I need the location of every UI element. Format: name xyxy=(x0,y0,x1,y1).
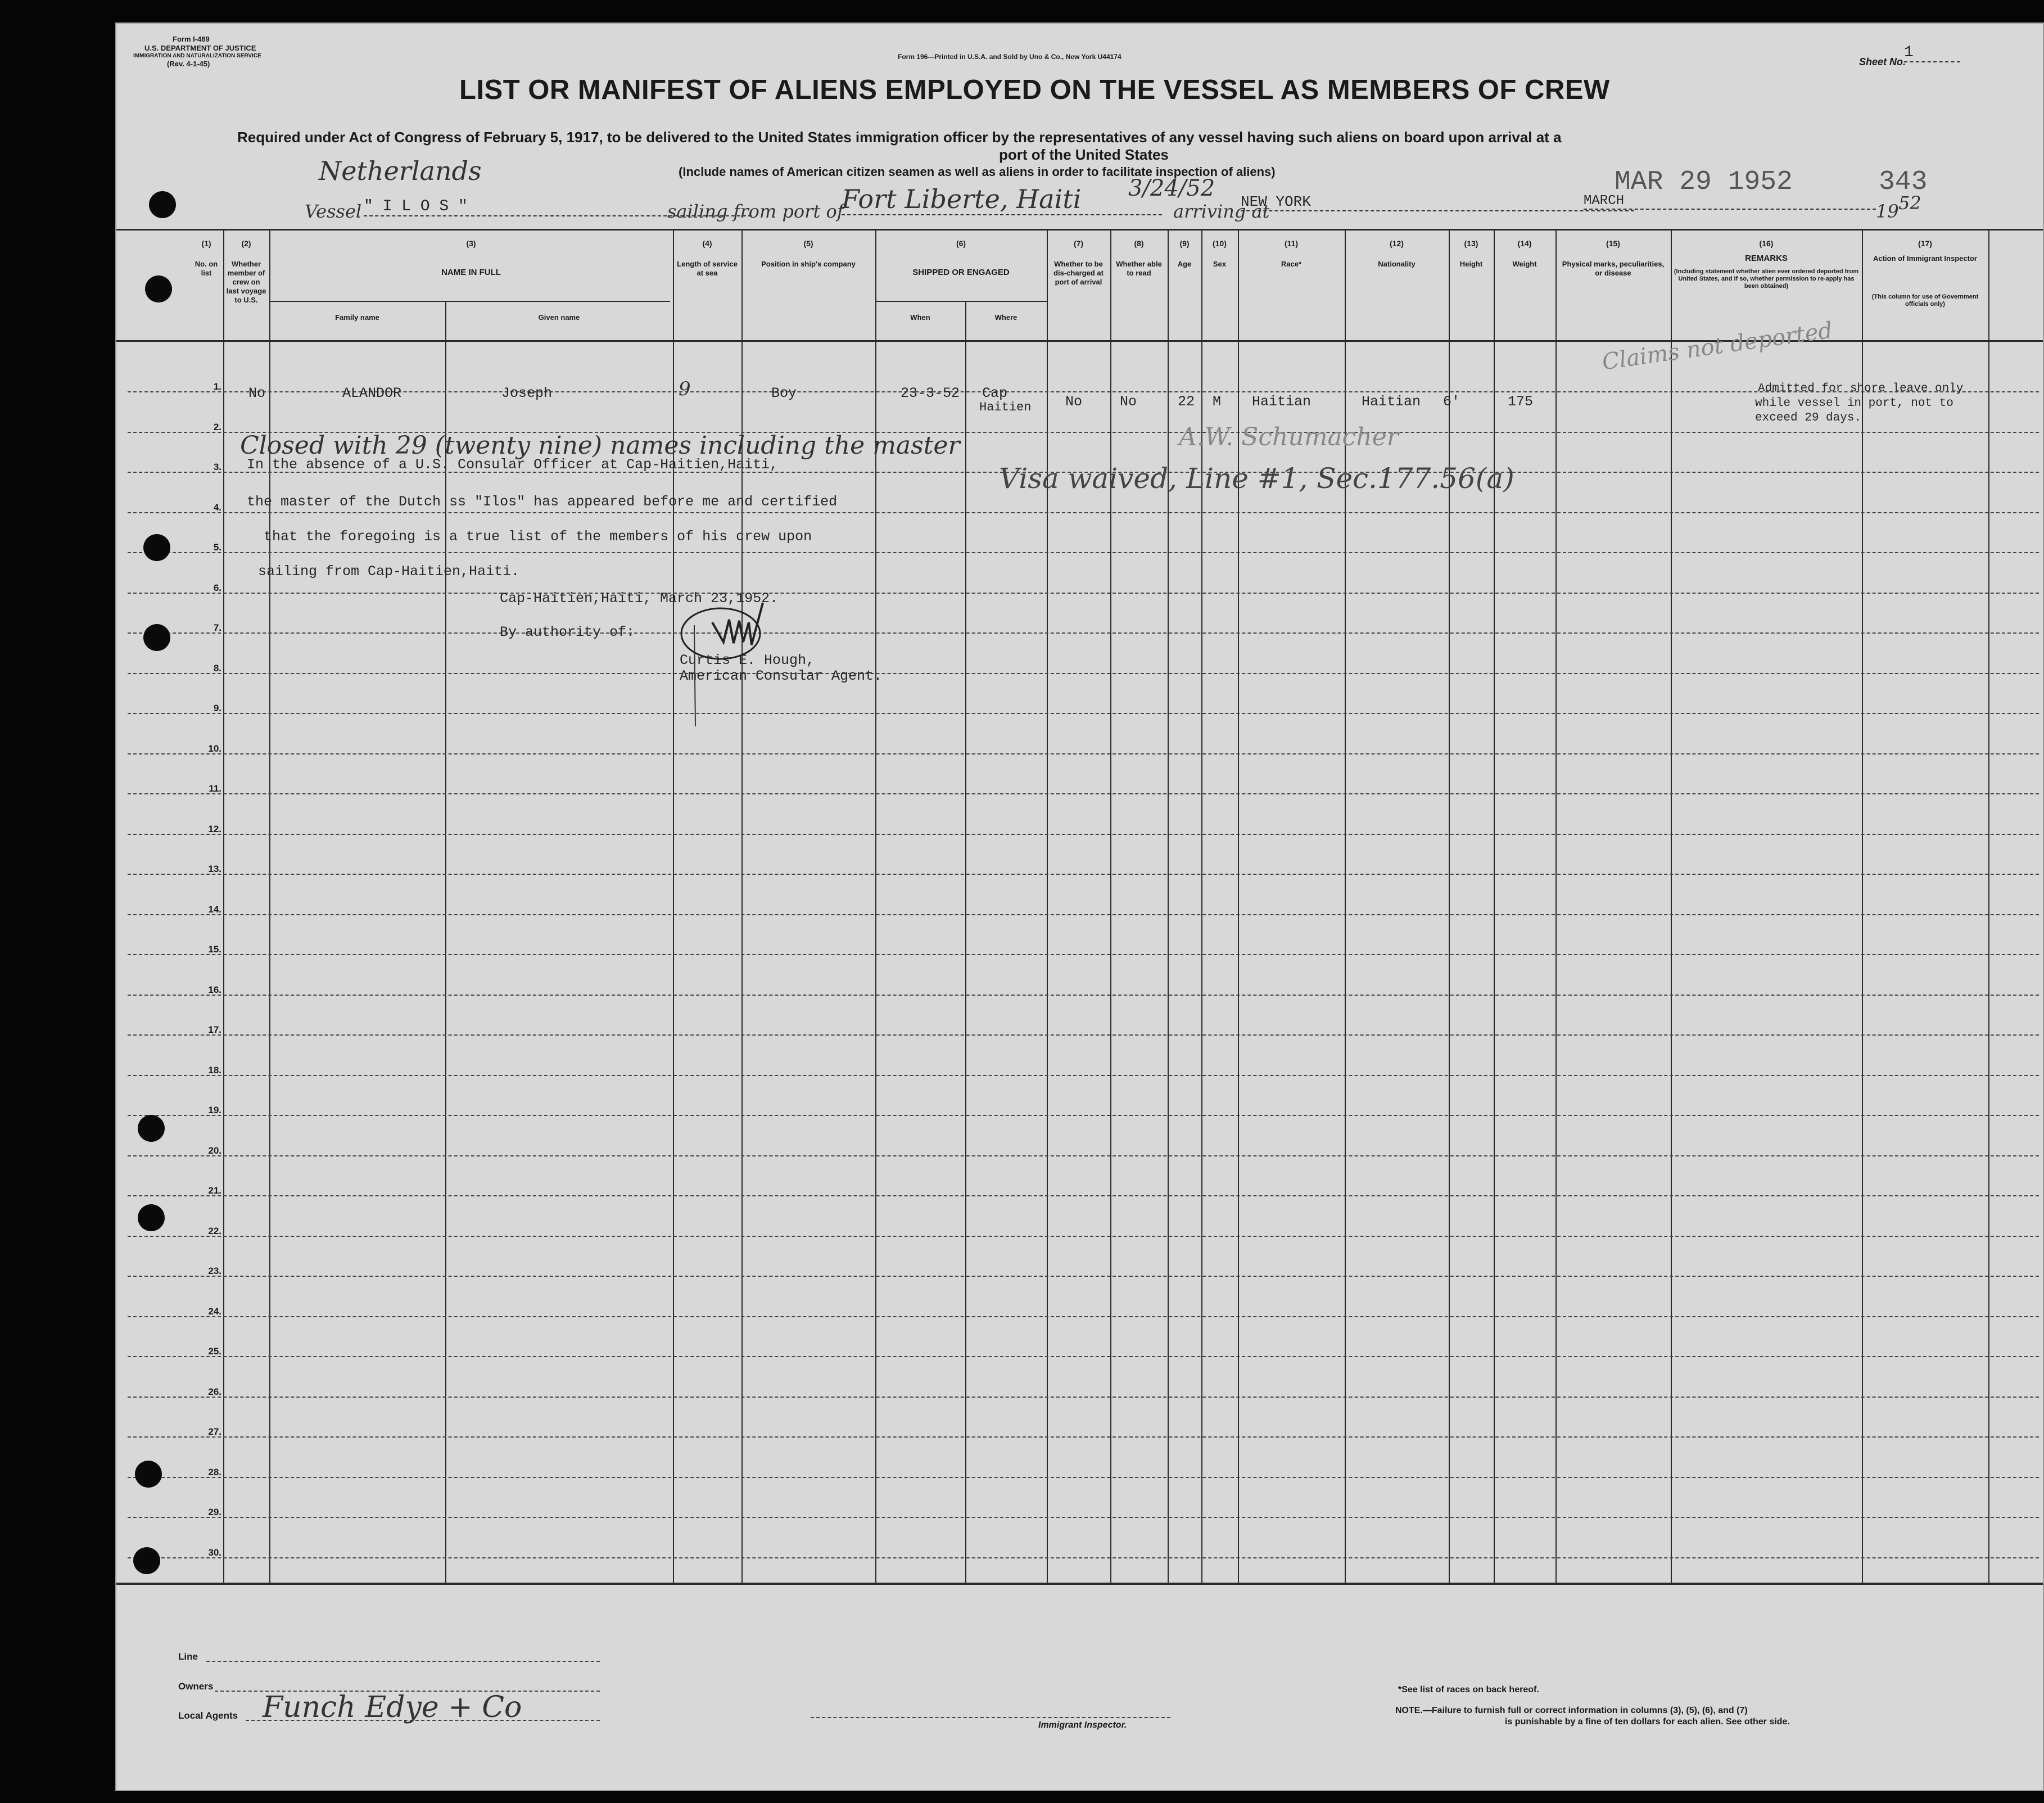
row-rule xyxy=(128,1356,2039,1357)
sheet-label: Sheet No. xyxy=(1859,56,1906,67)
row-number: 3. xyxy=(213,462,221,472)
column-header: NAME IN FULL xyxy=(441,268,501,277)
row-number: 16. xyxy=(208,984,221,995)
line-label: Line xyxy=(178,1651,198,1662)
row-rule xyxy=(128,995,2039,996)
row-rule xyxy=(128,632,2039,634)
row-rule xyxy=(128,874,2039,875)
where-header: Where xyxy=(994,313,1018,322)
row-number: 7. xyxy=(213,622,221,633)
local-agents-handwritten: Funch Edye + Co xyxy=(263,1691,522,1724)
column-number: (11) xyxy=(1284,239,1299,248)
closing-statement: Closed with 29 (twenty nine) names including the master xyxy=(240,431,960,460)
race-cell: Haitian xyxy=(1252,394,1312,410)
column-number: (7) xyxy=(1073,239,1084,248)
sex-cell: M xyxy=(1213,394,1222,410)
row-rule xyxy=(128,1195,2039,1196)
column-number: (9) xyxy=(1179,239,1190,248)
races-note: *See list of races on back hereof. xyxy=(1398,1685,1539,1694)
binder-hole xyxy=(138,1204,165,1231)
certification-line-1: In the absence of a U.S. Consular Officer at Cap-Haitien,Haiti, xyxy=(247,457,779,473)
row-rule xyxy=(128,713,2039,714)
row-rule xyxy=(128,512,2039,513)
row-number: 14. xyxy=(208,903,221,915)
row-number: 24. xyxy=(208,1305,221,1317)
row-number: 29. xyxy=(208,1507,221,1517)
column-header: Race* xyxy=(1281,260,1302,268)
column-header: Physical marks, peculiarities, or disease xyxy=(1562,260,1665,277)
manifest-sheet xyxy=(115,22,2044,1791)
subtitle-3: (Include names of American citizen seamen as well as aliens in order to facilitate inspection of aliens) xyxy=(679,165,1276,179)
row-number: 21. xyxy=(208,1185,221,1196)
row-rule xyxy=(128,1236,2039,1237)
row-rule xyxy=(128,793,2039,794)
column-number: (10) xyxy=(1213,239,1227,248)
column-number: (2) xyxy=(241,239,251,248)
when-header: When xyxy=(910,313,930,322)
row-rule xyxy=(128,1034,2039,1036)
column-number: (8) xyxy=(1134,239,1144,248)
binder-hole xyxy=(133,1547,160,1574)
row-rule xyxy=(128,1316,2039,1317)
agents-label: Local Agents xyxy=(178,1710,238,1721)
row-number: 23. xyxy=(208,1266,221,1276)
sailing-port: Fort Liberte, Haiti xyxy=(842,184,1162,215)
remarks-handwritten: Claims not deported xyxy=(1600,317,1834,376)
column-header: Nationality xyxy=(1378,260,1416,268)
row-rule xyxy=(128,753,2039,754)
certification-date: Cap-Haitien,Haiti, March 23,1952. xyxy=(500,590,779,607)
column-number: (13) xyxy=(1464,239,1478,248)
discharge-cell: No xyxy=(1065,394,1083,410)
subtitle-1: Required under Act of Congress of February 5, 1917, to be delivered to the United States immigration officer by the representatives of any vessel having such aliens on board upon arrival at a xyxy=(237,129,1562,146)
column-rule xyxy=(445,301,446,1583)
year-suffix: 52 xyxy=(1898,192,1921,214)
vessel-name: " I L O S " xyxy=(364,198,752,216)
binder-hole xyxy=(143,534,170,561)
row-rule xyxy=(128,914,2039,915)
height-cell: 6' xyxy=(1443,394,1460,410)
arriving-label: arriving at xyxy=(1173,201,1270,222)
row-rule xyxy=(128,834,2039,835)
row-number: 25. xyxy=(208,1346,221,1357)
row-rule xyxy=(128,1115,2039,1116)
column-number: (16) xyxy=(1759,239,1774,248)
column-header: REMARKS xyxy=(1745,254,1788,263)
vessel-label: Vessel xyxy=(305,201,362,222)
row-number: 19. xyxy=(208,1105,221,1115)
row-rule xyxy=(128,552,2039,553)
service: IMMIGRATION AND NATURALIZATION SERVICE xyxy=(133,53,261,59)
authority-label: By authority of: xyxy=(500,624,635,640)
row-rule xyxy=(128,593,2039,594)
arrival-month: MARCH xyxy=(1584,193,1876,210)
row-rule xyxy=(128,1155,2039,1156)
row-number: 30. xyxy=(208,1547,221,1558)
inspector-note-3: exceed 29 days. xyxy=(1755,412,1862,424)
column-header: Position in ship's company xyxy=(761,260,856,268)
row-number: 28. xyxy=(208,1466,221,1477)
row-number: 27. xyxy=(208,1426,221,1437)
revision: (Rev. 4-1-45) xyxy=(167,60,210,68)
table-bottom-rule xyxy=(116,1583,2043,1585)
fine-note-1: NOTE.—Failure to furnish full or correct information in columns (3), (5), (6), and (7) xyxy=(1395,1706,1748,1715)
column-number: (1) xyxy=(201,239,211,248)
read-cell: No xyxy=(1120,394,1137,410)
row-rule xyxy=(128,1397,2039,1398)
department: U.S. DEPARTMENT OF JUSTICE xyxy=(144,44,256,52)
immigrant-inspector-label: Immigrant Inspector. xyxy=(1038,1720,1127,1730)
flag-handwritten: Netherlands xyxy=(319,156,482,186)
column-number: (15) xyxy=(1606,239,1620,248)
column-number: (17) xyxy=(1918,239,1932,248)
remarks-note: (Including statement whether alien ever ordered deported from United States, and if so, whether permission to re-apply has been obtained) xyxy=(1674,268,1859,290)
arriving-port: NEW YORK xyxy=(1241,193,1634,211)
certification-line-2: the master of the Dutch ss "Ilos" has appeared before me and certified xyxy=(247,494,838,510)
column-rule xyxy=(965,301,966,1583)
column-header: SHIPPED OR ENGAGED xyxy=(912,268,1010,277)
sailing-date: 3/24/52 xyxy=(1128,175,1215,201)
column-header: Weight xyxy=(1512,260,1537,268)
column-header: No. on list xyxy=(195,260,218,277)
row-rule xyxy=(128,673,2039,674)
row-number: 4. xyxy=(213,501,221,513)
row-rule xyxy=(128,954,2039,955)
row-number: 5. xyxy=(213,542,221,553)
column-header: Height xyxy=(1459,260,1483,268)
shipped-where-cell-2: Haitien xyxy=(979,400,1032,414)
row-number: 15. xyxy=(208,944,221,955)
form-title: LIST OR MANIFEST OF ALIENS EMPLOYED ON THE VESSEL AS MEMBERS OF CREW xyxy=(459,75,1610,105)
family-name-header: Family name xyxy=(335,313,379,322)
consular-signature xyxy=(673,580,785,732)
visa-waiver: Visa waived, Line #1, Sec.177.56(a) xyxy=(999,462,1514,495)
binder-hole xyxy=(149,191,176,218)
row-number: 20. xyxy=(208,1145,221,1156)
subtitle-2: port of the United States xyxy=(999,146,1169,163)
row-number: 9. xyxy=(213,703,221,713)
binder-hole xyxy=(145,275,172,302)
row-number: 1. xyxy=(213,381,221,392)
row-number: 10. xyxy=(208,743,221,754)
year-prefix: 19 xyxy=(1876,201,1899,222)
shipped-when-cell: 23-3-52 xyxy=(901,385,960,401)
fine-note-2: is punishable by a fine of ten dollars for each alien. See other side. xyxy=(1505,1717,1790,1727)
shipped-where-cell: Cap xyxy=(982,385,1008,401)
owners-label: Owners xyxy=(178,1681,214,1692)
column-number: (5) xyxy=(803,239,813,248)
form-number: Form I-489 xyxy=(173,35,210,43)
certification-line-3: that the foregoing is a true list of the members of his crew upon xyxy=(264,528,812,545)
row-rule xyxy=(128,1517,2039,1518)
row-number: 18. xyxy=(208,1064,221,1076)
nationality-cell: Haitian xyxy=(1362,394,1421,410)
sheet-number: 1 xyxy=(1904,44,1960,62)
column-header: Age xyxy=(1177,260,1192,268)
row-number: 6. xyxy=(213,582,221,593)
row-rule xyxy=(128,1557,2039,1558)
column-header: Whether member of crew on last voyage to U.S. xyxy=(226,260,266,304)
printer-line: Form 196—Printed in U.S.A. and Sold by Uno & Co., New York U44174 xyxy=(898,53,1122,61)
last-voyage-cell: No xyxy=(248,385,266,401)
row-number: 22. xyxy=(208,1225,221,1236)
column-header: Action of Immigrant Inspector xyxy=(1873,254,1977,263)
row-rule xyxy=(128,1075,2039,1076)
row-number: 8. xyxy=(213,662,221,674)
consular-name: Curtis E. Hough, xyxy=(680,652,815,668)
binder-hole xyxy=(138,1115,165,1142)
inspector-note: (This column for use of Government officials only) xyxy=(1871,293,1979,308)
column-header: Whether to be dis-charged at port of arrival xyxy=(1053,260,1104,286)
given-name-cell: Joseph xyxy=(501,385,553,401)
row-number: 17. xyxy=(208,1024,221,1035)
row-rule xyxy=(128,1436,2039,1438)
row-number: 12. xyxy=(208,823,221,834)
table-top-rule xyxy=(116,229,2043,231)
row-number: 11. xyxy=(209,783,221,794)
service-cell: 9 xyxy=(679,378,691,400)
certification-line-4: sailing from Cap-Haitien,Haiti. xyxy=(258,563,520,580)
row-rule xyxy=(128,391,2039,392)
inspector-note-1: Admitted for shore leave only xyxy=(1758,382,1964,395)
column-header: Length of service at sea xyxy=(677,260,738,277)
column-header: Sex xyxy=(1213,260,1227,268)
sailing-label: sailing from port of xyxy=(667,201,844,222)
page-number: 343 xyxy=(1879,167,1928,197)
name-subheader-rule xyxy=(269,301,670,302)
given-name-header: Given name xyxy=(538,313,580,322)
binder-hole xyxy=(143,624,170,651)
row-rule xyxy=(128,1477,2039,1478)
row-number: 13. xyxy=(208,864,221,874)
weight-cell: 175 xyxy=(1508,394,1534,410)
column-number: (12) xyxy=(1390,239,1404,248)
column-number: (6) xyxy=(956,239,966,248)
column-number: (4) xyxy=(702,239,712,248)
inspector-signature: A.W. Schumacher xyxy=(1179,423,1399,451)
column-number: (14) xyxy=(1517,239,1532,248)
family-name-cell: ALANDOR xyxy=(342,385,402,401)
shipped-subheader-rule xyxy=(875,301,1047,302)
row-rule xyxy=(128,1276,2039,1277)
date-stamp: MAR 29 1952 xyxy=(1615,167,1793,197)
row-number: 26. xyxy=(208,1386,221,1397)
inspector-note-2: while vessel in port, not to xyxy=(1755,397,1953,410)
row-number: 2. xyxy=(213,421,221,432)
column-number: (3) xyxy=(466,239,476,248)
column-header: Whether able to read xyxy=(1116,260,1162,277)
consular-title: American Consular Agent. xyxy=(680,668,883,684)
binder-hole xyxy=(135,1461,162,1488)
age-cell: 22 xyxy=(1178,394,1195,410)
position-cell: Boy xyxy=(771,385,797,401)
